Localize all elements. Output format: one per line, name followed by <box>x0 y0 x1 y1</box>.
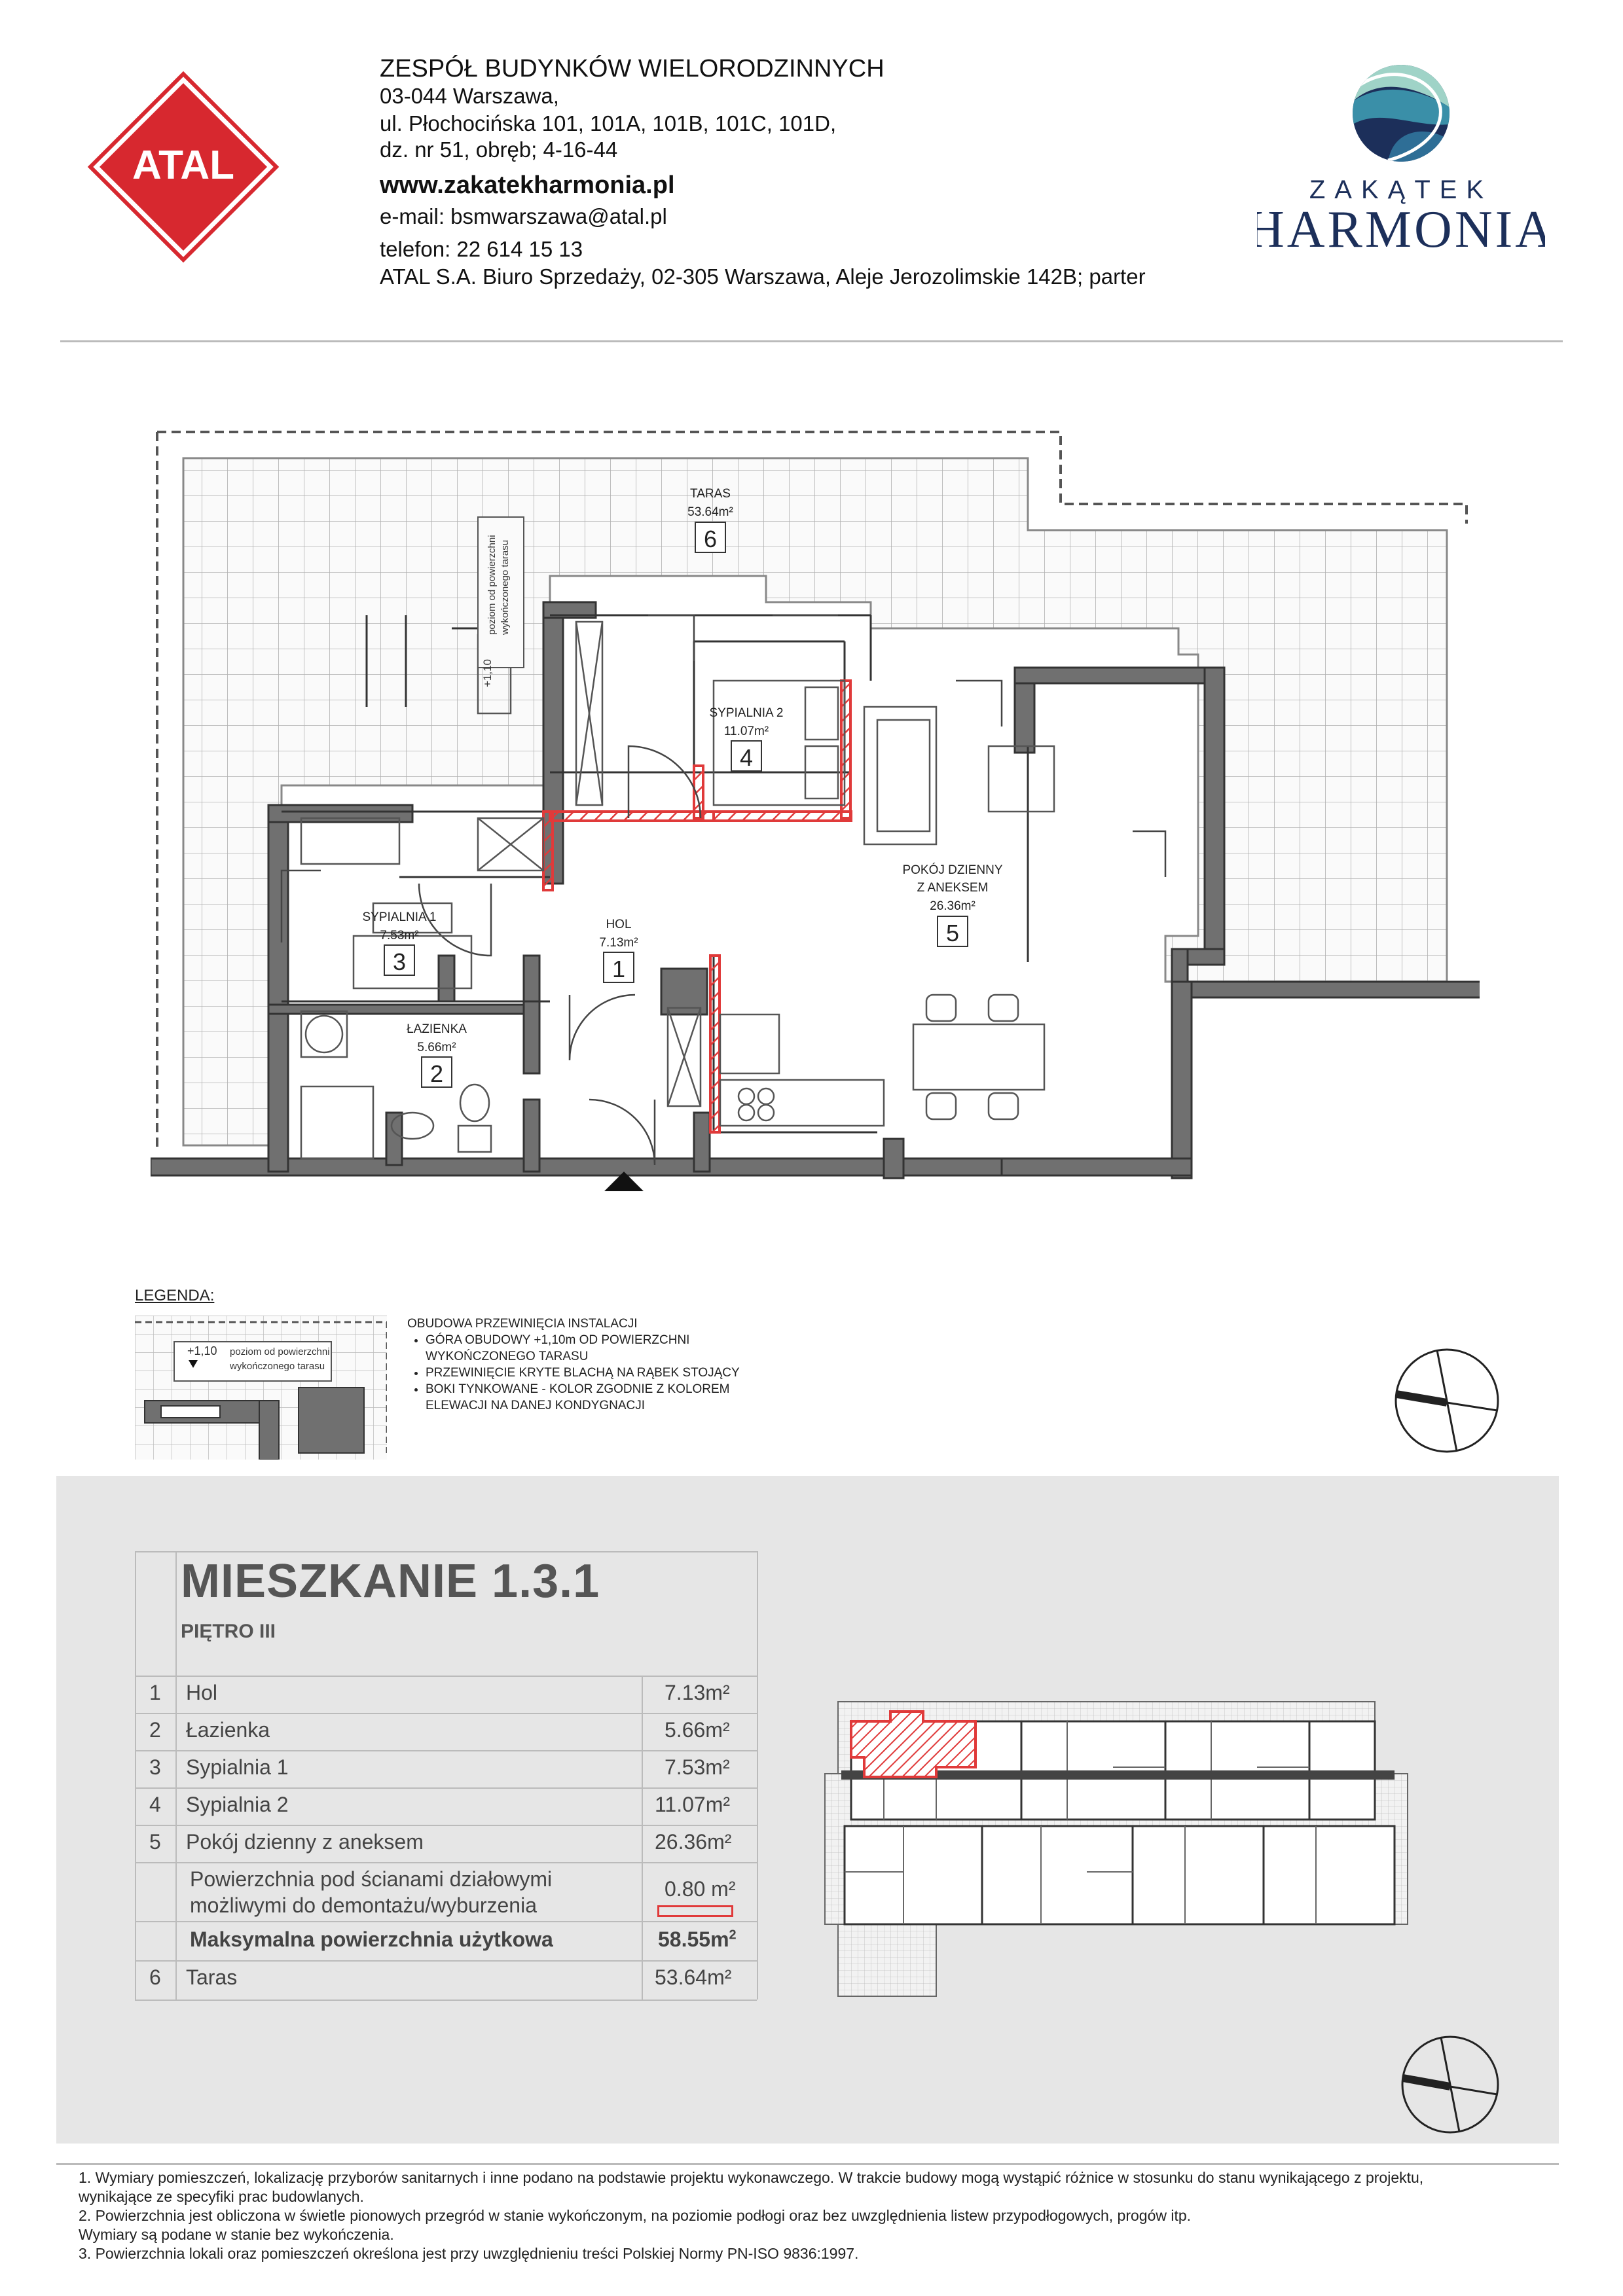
table-bottom-border <box>135 2000 757 2001</box>
room-number-sypialnia-1: 3 <box>392 948 407 975</box>
email-link[interactable]: e-mail: bsmwarszawa@atal.pl <box>380 204 667 228</box>
address-line-1: 03-044 Warszawa, <box>380 84 559 108</box>
row-area: 11.07m² <box>655 1793 731 1816</box>
room-number-taras: 6 <box>703 526 718 552</box>
room-area-hol: 7.13m² <box>599 936 638 950</box>
legend-level: +1,10 <box>187 1344 217 1357</box>
row-area: 7.13m² <box>665 1681 730 1704</box>
terrace-note-level: +1,10 <box>481 658 494 687</box>
footnote-line: 1. Wymiary pomieszczeń, lokalizację przyborów sanitarnych i inne podano na podstawie projektu wykonawczego. W trakcie budowy mogą wystąpić różnice w stosunku do stanu wynikającego z projektu, <box>79 2169 1424 2186</box>
terrace-note-2: wykończonego tarasu <box>500 539 511 635</box>
row-area: 5.66m² <box>665 1718 730 1742</box>
room-label-sypialnia-2: SYPIALNIA 2 <box>709 706 784 720</box>
demolishable-wall-swatch <box>657 1905 733 1917</box>
legend-diagram <box>135 1316 387 1460</box>
row-label: Taras <box>186 1965 238 1989</box>
terrace-area <box>183 458 1447 1145</box>
room-number-sypialnia-2: 4 <box>739 744 754 771</box>
table-row <box>135 1787 757 1789</box>
row-number: 1 <box>149 1681 161 1704</box>
address-line-2: ul. Płochocińska 101, 101A, 101B, 101C, 101D, <box>380 111 837 135</box>
room-label-taras: TARAS <box>690 487 731 501</box>
row-label: Pokój dzienny z aneksem <box>186 1830 424 1854</box>
room-area-sypialnia-2: 11.07m² <box>723 725 769 738</box>
north-compass-icon <box>1391 1345 1503 1456</box>
legend-notes <box>407 1316 748 1414</box>
row-area: 26.36m² <box>655 1830 732 1854</box>
table-left-border <box>135 1551 136 2000</box>
room-label-hol: HOL <box>606 918 632 931</box>
table-top-border <box>135 1551 757 1552</box>
table-column-divider <box>642 1676 643 2000</box>
header-separator <box>60 340 1563 342</box>
sales-office: ATAL S.A. Biuro Sprzedaży, 02-305 Warszawa, Aleje Jerozolimskie 142B; parter <box>380 264 1146 289</box>
key-plan <box>805 1695 1434 2009</box>
brand-line-1: ZAKĄTEK <box>1309 175 1493 204</box>
selected-apartment-highlight <box>851 1712 976 1777</box>
row-number: 4 <box>149 1793 161 1816</box>
legend-item: • PRZEWINIĘCIE KRYTE BLACHĄ NA RĄBEK STOJĄCY <box>426 1365 748 1381</box>
room-number-pokoj: 5 <box>945 920 960 946</box>
legend-item: • BOKI TYNKOWANE - KOLOR ZGODNIE Z KOLOREM ELEWACJI NA DANEJ KONDYGNACJI <box>426 1381 748 1414</box>
table-row <box>135 1676 757 1677</box>
walls-label-1: Powierzchnia pod ścianami działowymi <box>190 1867 553 1891</box>
row-number: 2 <box>149 1718 161 1742</box>
row-label: Sypialnia 1 <box>186 1755 289 1779</box>
footnote-line: 3. Powierzchnia lokali oraz pomieszczeń określona jest przy uwzględnieniu treści Polskiej Normy PN-ISO 9836:1997. <box>79 2245 859 2262</box>
footnote-line: 2. Powierzchnia jest obliczona w świetle pionowych przegród w stanie wykończonym, na poziomie podłogi oraz bez uwzględnienia listew przypodłogowych, progów itp. <box>79 2207 1192 2224</box>
footnote-line: wynikające ze specyfiki prac budowlanych. <box>79 2188 364 2205</box>
footnote-line: Wymiary są podane w stanie bez wykończenia. <box>79 2226 394 2243</box>
table-right-border <box>757 1551 758 2000</box>
room-number-lazienka: 2 <box>429 1060 444 1087</box>
apartment-name: MIESZKANIE 1.3.1 <box>181 1555 600 1607</box>
room-label-lazienka: ŁAZIENKA <box>407 1022 467 1036</box>
address-line-3: dz. nr 51, obręb; 4-16-44 <box>380 137 618 162</box>
legend-heading: OBUDOWA PRZEWINIĘCIA INSTALACJI <box>407 1317 638 1331</box>
room-area-sypialnia-1: 7.53m² <box>380 929 419 942</box>
room-label-pokoj: POKÓJ DZIENNY <box>902 863 1003 877</box>
room-area-pokoj: 26.36m² <box>930 899 976 913</box>
row-label: Łazienka <box>186 1718 270 1742</box>
row-label: Sypialnia 2 <box>186 1793 289 1816</box>
room-number-hol: 1 <box>611 956 626 982</box>
row-area: 53.64m² <box>655 1965 732 1989</box>
website-link[interactable]: www.zakatekharmonia.pl <box>380 171 675 199</box>
apartment-floor: PIĘTRO III <box>181 1621 276 1642</box>
row-number: 6 <box>149 1965 161 1989</box>
footnotes <box>79 2168 1558 2263</box>
room-label-pokoj-2: Z ANEKSEM <box>917 881 989 895</box>
legend-title: LEGENDA: <box>135 1287 215 1304</box>
row-label: Hol <box>186 1681 218 1704</box>
max-area-label: Maksymalna powierzchnia użytkowa <box>190 1928 553 1951</box>
table-row <box>135 1921 757 1922</box>
room-area-lazienka: 5.66m² <box>417 1041 456 1054</box>
terrace-note-1: poziom od powierzchni <box>486 535 498 635</box>
complex-title: ZESPÓŁ BUDYNKÓW WIELORODZINNYCH <box>380 55 884 82</box>
phone-number: telefon: 22 614 15 13 <box>380 237 583 261</box>
walls-area: 0.80 m² <box>665 1877 736 1901</box>
brand-line-2: HARMONIA <box>1257 201 1545 259</box>
atal-logo <box>85 69 282 265</box>
walls-label-2: możliwymi do demontażu/wyburzenia <box>190 1893 537 1917</box>
room-area-taras: 53.64m² <box>687 505 733 519</box>
north-compass-icon <box>1398 2032 1503 2137</box>
table-row <box>135 1960 757 1962</box>
legend-note-2: wykończonego tarasu <box>230 1361 325 1372</box>
table-row <box>135 1862 757 1863</box>
table-row <box>135 1713 757 1714</box>
harmonia-logo <box>1257 62 1545 265</box>
legend-note-1: poziom od powierzchni <box>230 1346 330 1357</box>
table-column-divider <box>175 1551 177 2000</box>
row-number: 5 <box>149 1830 161 1854</box>
footer-separator <box>56 2163 1559 2165</box>
legend-item: • GÓRA OBUDOWY +1,10m OD POWIERZCHNI WYKOŃCZONEGO TARASU <box>426 1332 748 1365</box>
table-row <box>135 1750 757 1751</box>
max-area-value: $58.55m^2$ <box>658 1928 737 1951</box>
table-row <box>135 1825 757 1826</box>
row-area: 7.53m² <box>665 1755 730 1779</box>
room-label-sypialnia-1: SYPIALNIA 1 <box>362 910 437 924</box>
row-number: 3 <box>149 1755 161 1779</box>
atal-logo-text: ATAL <box>132 143 235 188</box>
floor-plan <box>151 419 1480 1211</box>
